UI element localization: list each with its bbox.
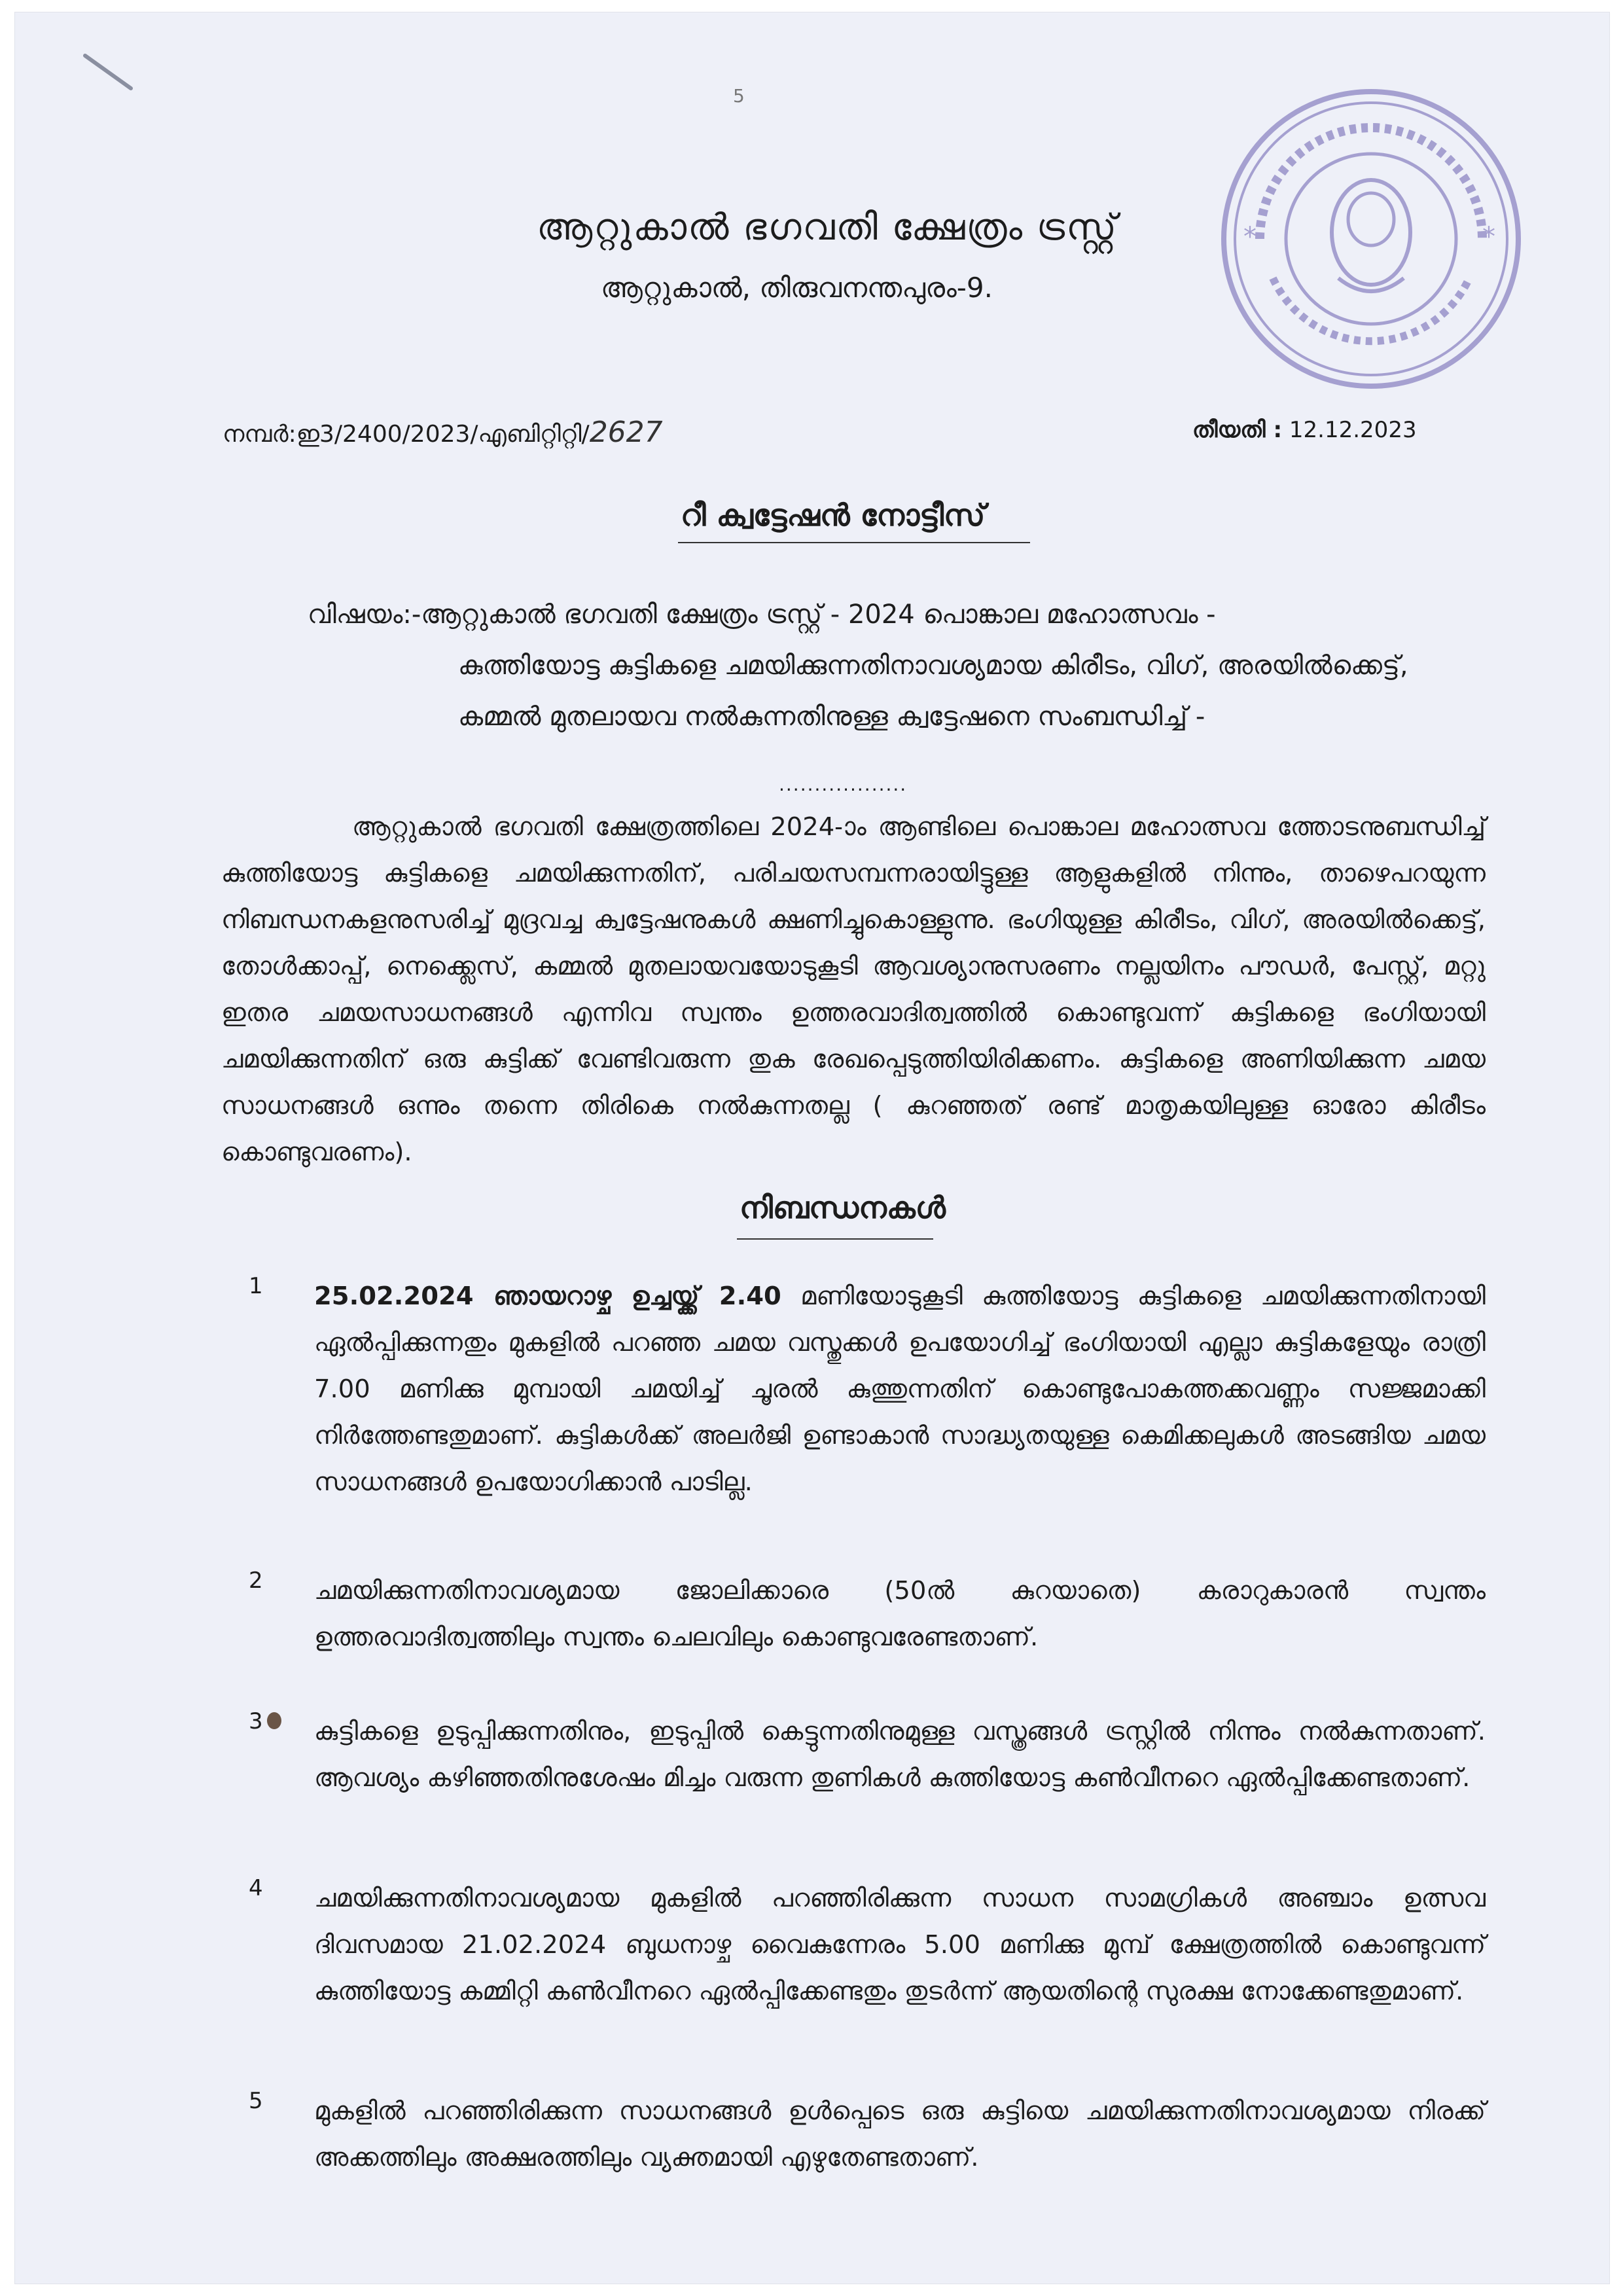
pen-mark — [79, 49, 151, 104]
separator-dots: .................. — [779, 774, 908, 795]
notice-title-underline — [678, 542, 1030, 543]
condition-number: 1 — [249, 1273, 263, 1299]
svg-text:*: * — [1243, 222, 1257, 252]
document-date — [1192, 417, 1417, 443]
conditions-heading: നിബന്ധനകൾ — [740, 1190, 946, 1225]
condition-text: കുട്ടികളെ ഉടുപ്പിക്കുന്നതിനും, ഇടുപ്പിൽ കെട്ടുന്നതിനുമുള്ള വസ്ത്രങ്ങൾ ട്രസ്റ്റിൽ നിന്നും നൽകുന്നതാണ്. ആവശ്യം കഴിഞ്ഞതിനുശേഷം മിച്ചം വരുന്ന തുണികൾ കുത്തിയോട്ട കൺവീനറെ ഏൽപ്പിക്കേണ്ടതാണ്. — [314, 1717, 1486, 1793]
date-value: 12.12.2023 — [1289, 417, 1417, 443]
page-number: 5 — [733, 85, 745, 107]
body-paragraph: ആറ്റുകാൽ ഭഗവതി ക്ഷേത്രത്തിലെ 2024-ാം ആണ്ടിലെ പൊങ്കാല മഹോത്സവ ത്തോടനുബന്ധിച്ച് കുത്തിയോട്ട കുട്ടികളെ ചമയിക്കുന്നതിന്, പരിചയസമ്പന്നരായിട്ടുള്ള ആളുകളിൽ നിന്നും, താഴെപറയുന്ന നിബന്ധനകളനുസരിച്ച് മുദ്രവച്ച ക്വട്ടേഷനുകൾ ക്ഷണിച്ചുകൊള്ളുന്നു. ഭംഗിയുള്ള കിരീടം, വിഗ്, അരയിൽക്കെട്ട്, തോൾക്കാപ്പ്, നെക്ക്ലെസ്, കമ്മൽ മുതലായവയോടുകൂടി ആവശ്യാനുസരണം നല്ലയിനം പൗഡർ, പേസ്റ്റ്, മറ്റു ഇതര ചമയസാധനങ്ങൾ എന്നിവ സ്വന്തം ഉത്തരവാദിത്വത്തിൽ കൊണ്ടുവന്ന് കുട്ടികളെ ഭംഗിയായി ചമയിക്കുന്നതിന് ഒരു കുട്ടിക്ക് വേണ്ടിവരുന്ന തുക രേഖപ്പെടുത്തിയിരിക്കണം. കുട്ടികളെ അണിയിക്കുന്ന ചമയ സാധനങ്ങൾ ഒന്നും തന്നെ തിരികെ നൽകുന്നതല്ല ( കുറഞ്ഞത് രണ്ട് മാതൃകയിലുള്ള ഓരോ കിരീടം കൊണ്ടുവരണം). — [221, 812, 1486, 1167]
organization-address: ആറ്റുകാൽ, തിരുവനന്തപുരം-9. — [601, 272, 993, 304]
conditions-heading-underline — [737, 1238, 933, 1240]
organization-title: ആറ്റുകാൽ ഭഗവതി ക്ഷേത്രം ട്രസ്റ്റ് — [537, 206, 1118, 249]
date-label: തീയതി : — [1192, 417, 1283, 443]
condition-body: മണിയോടുകൂടി കുത്തിയോട്ട കുട്ടികളെ ചമയിക്കുന്നതിനായി ഏൽപ്പിക്കുന്നതും മുകളിൽ പറഞ്ഞ ചമയ വസ്തുക്കൾ ഉപയോഗിച്ച് ഭംഗിയായി എല്ലാ കുട്ടികളേയും രാത്രി 7.00 മണിക്കു മുമ്പായി ചമയിച്ച് ചൂരൽ കുത്തുന്നതിന് കൊണ്ടുപോകത്തക്കവണ്ണം സജ്ജമാക്കി നിർത്തേണ്ടതുമാണ്. കുട്ടികൾക്ക് അലർജി ഉണ്ടാകാൻ സാദ്ധ്യതയുള്ള കെമിക്കലുകൾ അടങ്ങിയ ചമയ സാധനങ്ങൾ ഉപയോഗിക്കാൻ പാടില്ല. — [314, 1282, 1486, 1497]
subject-continuation: കുത്തിയോട്ട കുട്ടികളെ ചമയിക്കുന്നതിനാവശ്യമായ കിരീടം, വിഗ്, അരയിൽക്കെട്ട്, കമ്മൽ മുതലായവ നൽകുന്നതിനുള്ള ക്വട്ടേഷനെ സംബന്ധിച്ച് - — [458, 651, 1408, 732]
condition-number: 2 — [249, 1568, 263, 1594]
ink-smudge — [267, 1712, 281, 1729]
subject-first-line: വിഷയം:-ആറ്റുകാൽ ഭഗവതി ക്ഷേത്രം ട്രസ്റ്റ് - 2024 പൊങ്കാല മഹോത്സവം - — [308, 600, 1216, 630]
condition-text — [314, 1273, 1486, 1505]
condition-number: 3 — [249, 1708, 263, 1734]
condition-number: 4 — [249, 1875, 263, 1901]
temple-seal-stamp — [1214, 82, 1528, 396]
svg-text:*: * — [1482, 222, 1495, 252]
notice-title: റീ ക്വട്ടേഷൻ നോട്ടീസ് — [681, 497, 986, 533]
condition-number: 5 — [249, 2088, 263, 2114]
reference-number-label: നമ്പർ:ഇ3/2400/2023/എബിറ്റിറ്റി/ — [223, 421, 590, 448]
condition-text: മുകളിൽ പറഞ്ഞിരിക്കുന്ന സാധനങ്ങൾ ഉൾപ്പെടെ ഒരു കുട്ടിയെ ചമയിക്കുന്നതിനാവശ്യമായ നിരക്ക് അക്കത്തിലും അക്ഷരത്തിലും വ്യക്തമായി എഴുതേണ്ടതാണ്. — [314, 2096, 1486, 2172]
condition-bold-lead: 25.02.2024 ഞായറാഴ്ച ഉച്ചയ്ക്ക് 2.40 — [314, 1282, 781, 1311]
subject-block — [308, 589, 1427, 742]
reference-number-handwritten: 2627 — [589, 416, 663, 449]
reference-number — [223, 416, 663, 449]
condition-text: ചമയിക്കുന്നതിനാവശ്യമായ ജോലിക്കാരെ (50ൽ കുറയാതെ) കരാറുകാരൻ സ്വന്തം ഉത്തരവാദിത്വത്തിലും സ്വന്തം ചെലവിലും കൊണ്ടുവരേണ്ടതാണ്. — [314, 1576, 1486, 1652]
condition-text: ചമയിക്കുന്നതിനാവശ്യമായ മുകളിൽ പറഞ്ഞിരിക്കുന്ന സാധന സാമഗ്രികൾ അഞ്ചാം ഉത്സവ ദിവസമായ 21.02.2024 ബുധനാഴ്ച വൈകുന്നേരം 5.00 മണിക്കു മുമ്പ് ക്ഷേത്രത്തിൽ കൊണ്ടുവന്ന് കുത്തിയോട്ട കമ്മിറ്റി കൺവീനറെ ഏൽപ്പിക്കേണ്ടതും തുടർന്ന് ആയതിന്റെ സുരക്ഷ നോക്കേണ്ടതുമാണ്. — [314, 1884, 1486, 2006]
